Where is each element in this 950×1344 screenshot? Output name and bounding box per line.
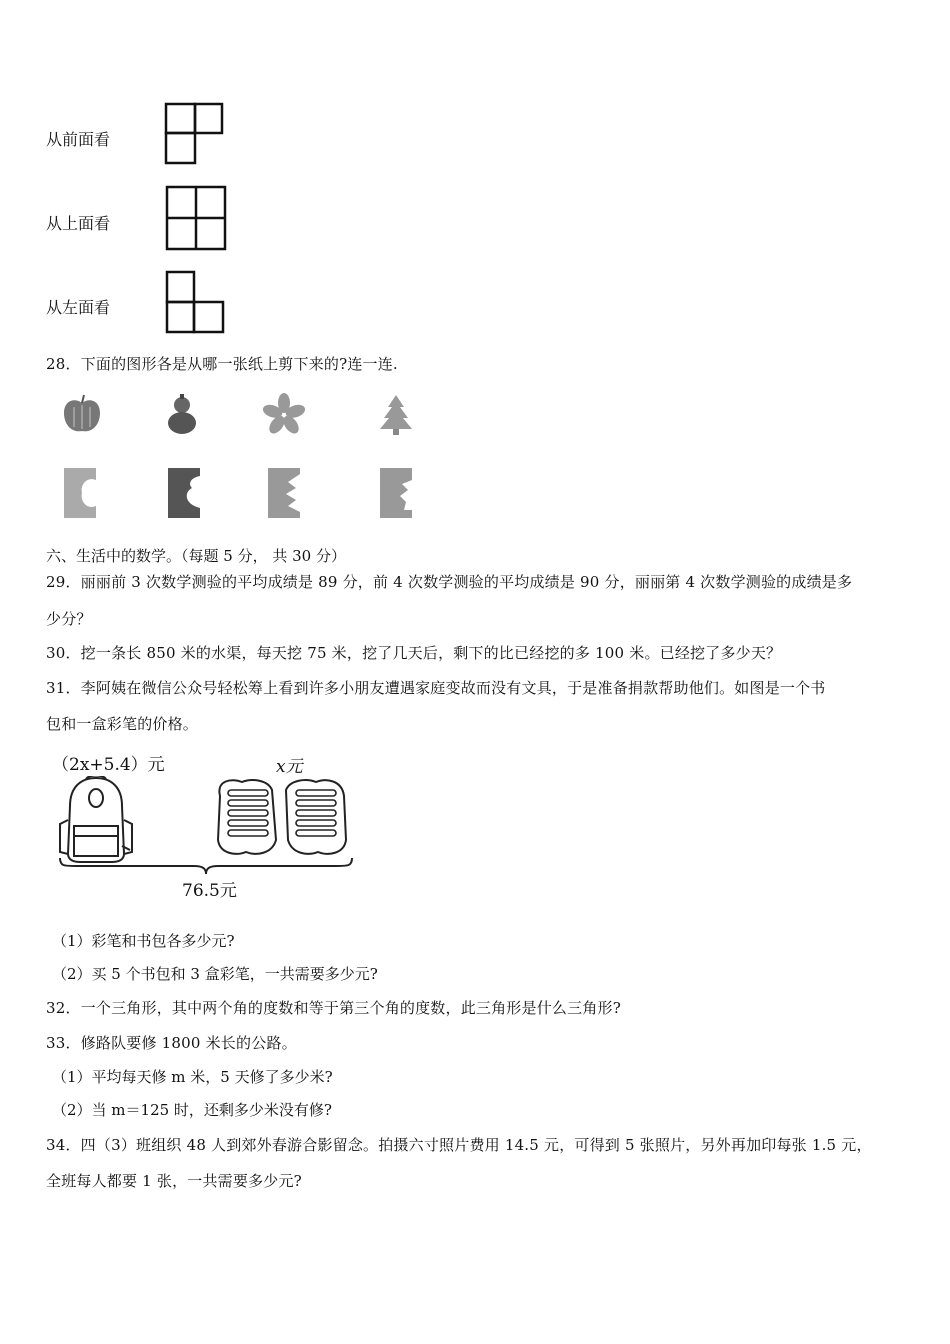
pens-price-label: x元: [276, 757, 303, 777]
paper-flower-cut-icon: [266, 466, 306, 520]
question-29-line2: 少分？: [46, 610, 92, 628]
front-view-figure: [160, 100, 226, 168]
question-28: 28．下面的图形各是从哪一张纸上剪下来的?连一连.: [46, 355, 398, 373]
question-31-sub1: （1）彩笔和书包各多少元?: [52, 932, 235, 950]
question-31-line2: 包和一盒彩笔的价格。: [46, 715, 199, 733]
view-label-left: 从左面看: [46, 298, 111, 317]
gourd-shape-icon: [160, 393, 204, 437]
total-price-label: 76.5元: [182, 881, 237, 901]
section-six-heading: 六、生活中的数学。（每题 5 分， 共 30 分）: [46, 547, 346, 565]
flower-shape-icon: [262, 393, 306, 437]
colored-pens-box-icon: [212, 776, 352, 860]
question-32: 32．一个三角形，其中两个角的度数和等于第三个角的度数，此三角形是什么三角形?: [46, 999, 621, 1017]
question-34-line1: 34．四（3）班组织 48 人到郊外春游合影留念。拍摄六寸照片费用 14.5 元，可得到 5 张照片，另外再加印每张 1.5 元，: [46, 1136, 872, 1154]
question-33-sub2: （2）当 m＝125 时，还剩多少米没有修?: [52, 1101, 332, 1119]
question-31-line1: 31．李阿姨在微信公众号轻松筹上看到许多小朋友遭遇家庭变故而没有文具，于是准备捐款帮助他们。如图是一个书: [46, 679, 826, 697]
total-brace: [56, 856, 356, 876]
question-34-line2: 全班每人都要 1 张，一共需要多少元?: [46, 1172, 302, 1190]
question-29-line1: 29．丽丽前 3 次数学测验的平均成绩是 89 分，前 4 次数学测验的平均成绩是 90 分，丽丽第 4 次数学测验的成绩是多: [46, 573, 853, 591]
question-31-sub2: （2）买 5 个书包和 3 盒彩笔，一共需要多少元?: [52, 965, 378, 983]
paper-apple-cut-icon: [62, 466, 102, 520]
left-view-figure: [160, 268, 230, 336]
view-label-front: 从前面看: [46, 130, 111, 149]
question-33: 33．修路队要修 1800 米长的公路。: [46, 1034, 297, 1052]
paper-tree-cut-icon: [378, 466, 418, 520]
paper-gourd-cut-icon: [164, 466, 204, 520]
top-view-figure: [160, 183, 230, 253]
question-33-sub1: （1）平均每天修 m 米，5 天修了多少米?: [52, 1068, 333, 1086]
apple-shape-icon: [60, 393, 104, 437]
view-label-top: 从上面看: [46, 214, 111, 233]
tree-shape-icon: [374, 393, 418, 437]
backpack-icon: [56, 776, 136, 866]
bag-price-label: （2x+5.4）元: [52, 755, 165, 775]
question-30: 30．挖一条长 850 米的水渠，每天挖 75 米，挖了几天后，剩下的比已经挖的多 100 米。已经挖了多少天？: [46, 644, 782, 662]
